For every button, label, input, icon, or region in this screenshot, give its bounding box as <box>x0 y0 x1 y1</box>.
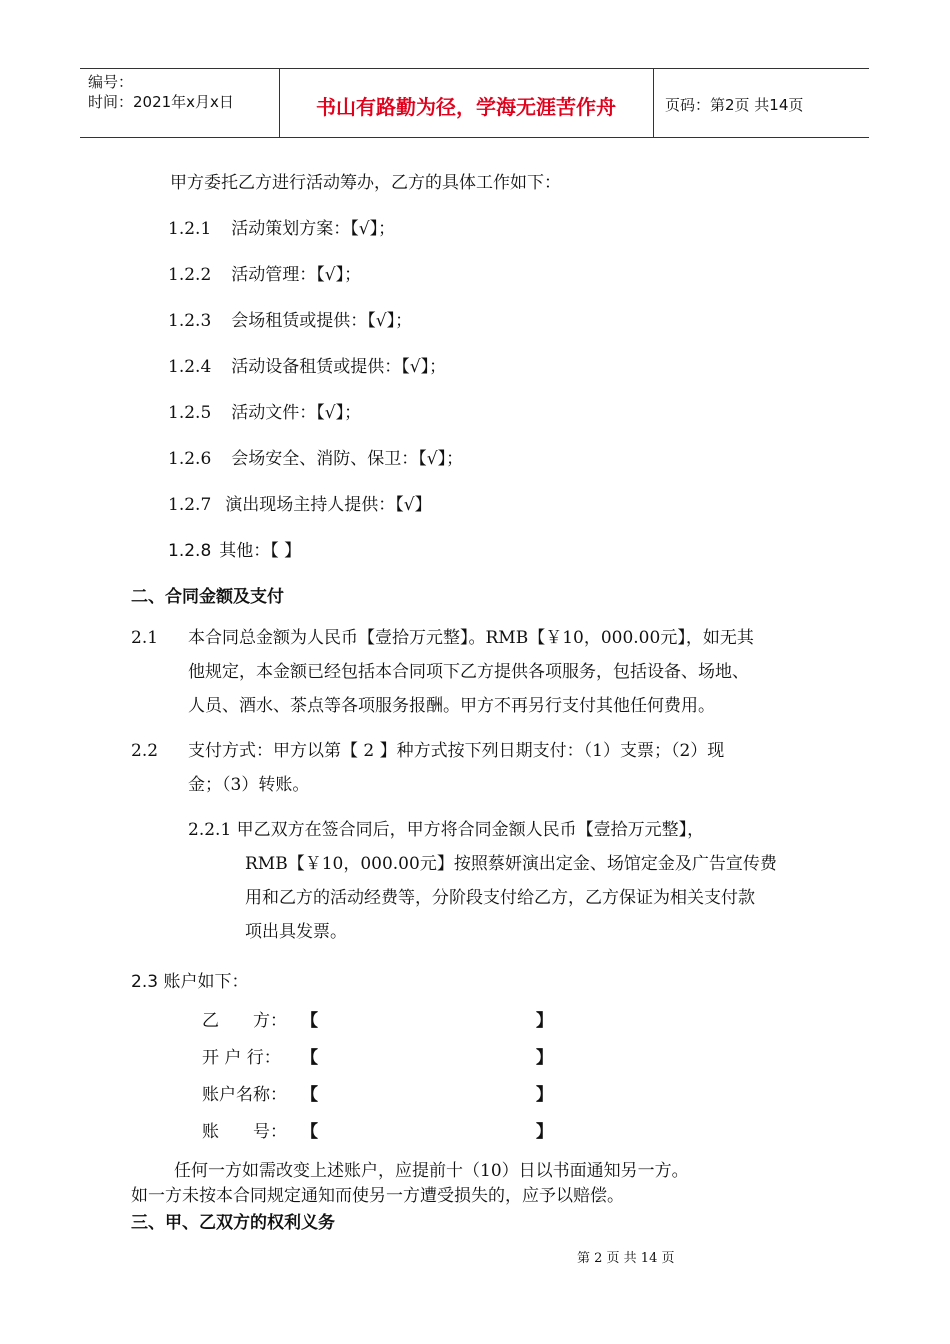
item-number: 1.2.2 <box>168 265 212 285</box>
document-number-label: 编号： <box>88 73 134 91</box>
item-text: 活动设备租赁或提供：【√】； <box>231 357 447 377</box>
clause-line: 金；（3）转账。 <box>188 775 310 795</box>
item-text: 其他：【 】 <box>219 541 302 561</box>
notice-line: 如一方未按本合同规定通知而使另一方遭受损失的，应予以赔偿。 <box>131 1186 624 1206</box>
field-label: 开 户 行： <box>202 1048 281 1068</box>
bracket-close: 】 <box>536 1122 553 1142</box>
item-text: 活动文件：【√】； <box>231 403 362 423</box>
clause-line: 支付方式：甲方以第【 2 】种方式按下列日期支付：（1）支票；（2）现 <box>188 741 725 761</box>
clause-2-2 <box>188 734 724 802</box>
account-heading: 2.3 账户如下： <box>131 972 249 992</box>
list-item <box>168 260 361 285</box>
section-heading: 三、甲、乙双方的权利义务 <box>131 1213 335 1233</box>
item-number: 1.2.6 <box>168 449 212 469</box>
item-number: 1.2.1 <box>168 219 212 239</box>
item-text: 会场安全、消防、保卫：【√】； <box>231 449 464 469</box>
clause-line: RMB【￥10，000.00元】按照蔡妍演出定金、场馆定金及广告宣传费 <box>245 854 777 874</box>
item-text: 活动策划方案：【√】； <box>231 219 396 239</box>
bracket-close: 】 <box>536 1085 553 1105</box>
field-label: 乙 方： <box>202 1011 287 1031</box>
list-item <box>168 444 463 469</box>
bracket-open: 【 <box>301 1085 318 1105</box>
field-label: 账户名称： <box>202 1085 287 1105</box>
field-label: 账 号： <box>202 1122 287 1142</box>
item-number: 1.2.5 <box>168 403 212 423</box>
list-item <box>168 306 412 331</box>
item-number: 1.2.4 <box>168 357 212 377</box>
account-field-number <box>202 1117 287 1142</box>
list-item <box>168 490 432 515</box>
clause-2-1 <box>188 621 754 723</box>
list-item <box>168 398 361 423</box>
account-field-name <box>202 1080 287 1105</box>
clause-line: 用和乙方的活动经费等，分阶段支付给乙方，乙方保证为相关支付款 <box>245 888 755 908</box>
item-number: 1.2.8 <box>168 541 212 561</box>
bracket-open: 【 <box>301 1011 318 1031</box>
item-text: 活动管理：【√】； <box>231 265 362 285</box>
header-page-info: 页码：第2页 共14页 <box>665 96 804 114</box>
section-heading: 二、合同金额及支付 <box>131 587 284 607</box>
item-text: 演出现场主持人提供：【√】 <box>225 495 432 515</box>
clause-2-2-1 <box>188 813 777 949</box>
notice-line: 任何一方如需改变上述账户，应提前十（10）日以书面通知另一方。 <box>174 1161 689 1181</box>
intro-text: 甲方委托乙方进行活动筹办，乙方的具体工作如下： <box>170 173 561 193</box>
item-number: 1.2.7 <box>168 495 212 515</box>
page-footer: 第 2 页 共 14 页 <box>577 1251 675 1266</box>
clause-line: 他规定，本金额已经包括本合同项下乙方提供各项服务，包括设备、场地、 <box>188 662 749 682</box>
header-meta <box>88 72 234 112</box>
bracket-open: 【 <box>301 1122 318 1142</box>
list-item <box>168 214 395 239</box>
bracket-close: 】 <box>536 1011 553 1031</box>
clause-line: 2.2.1 甲乙双方在签合同后，甲方将合同金额人民币【壹拾万元整】， <box>188 820 705 840</box>
bracket-open: 【 <box>301 1048 318 1068</box>
header-motto: 书山有路勤为径，学海无涯苦作舟 <box>316 95 616 119</box>
clause-line: 本合同总金额为人民币【壹拾万元整】。RMB【￥10，000.00元】，如无其 <box>188 628 754 648</box>
document-date: 时间：2021年x月x日 <box>88 93 234 111</box>
item-number: 1.2.3 <box>168 311 212 331</box>
page-header <box>80 68 869 138</box>
account-field-bank <box>202 1043 281 1068</box>
list-item <box>168 352 446 377</box>
clause-line: 项出具发票。 <box>245 922 347 942</box>
bracket-close: 】 <box>536 1048 553 1068</box>
clause-number: 2.1 <box>131 628 159 648</box>
clause-line: 人员、酒水、茶点等各项服务报酬。甲方不再另行支付其他任何费用。 <box>188 696 715 716</box>
item-text: 会场租赁或提供：【√】； <box>231 311 413 331</box>
account-field-payee <box>202 1006 287 1031</box>
clause-number: 2.2 <box>131 741 159 761</box>
list-item <box>168 536 301 561</box>
header-divider <box>653 69 654 137</box>
